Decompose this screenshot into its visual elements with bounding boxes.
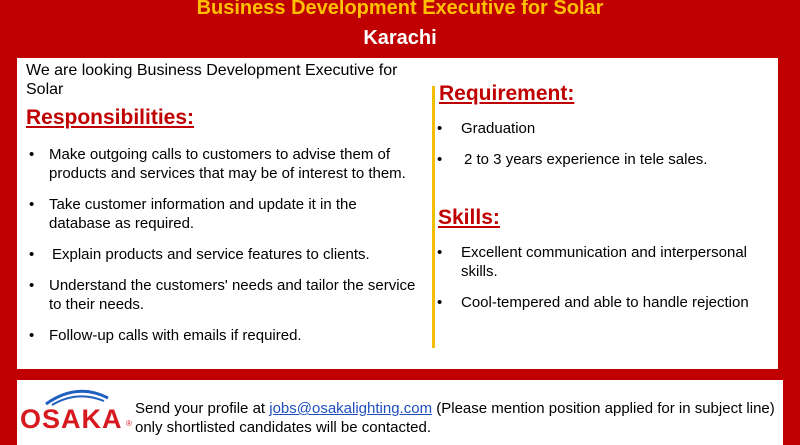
- bullet-icon: •: [437, 294, 443, 311]
- osaka-logo: [20, 386, 130, 440]
- bullet-icon: •: [437, 244, 443, 261]
- requirement-heading: Requirement:: [439, 82, 575, 105]
- list-item: • Excellent communication and interpersonal skills.: [437, 244, 747, 280]
- footer-panel: [17, 380, 783, 445]
- list-item: • Take customer information and update it in the database as required.: [29, 196, 357, 232]
- logo-text: OSAKA: [20, 404, 123, 434]
- bullet-icon: •: [437, 120, 443, 137]
- content-panel: [17, 58, 778, 369]
- location-subtitle: Karachi: [363, 27, 437, 49]
- list-item: • Understand the customers' needs and tailor the service to their needs.: [29, 277, 416, 313]
- list-item: • 2 to 3 years experience in tele sales.: [437, 151, 708, 168]
- skills-heading: Skills:: [438, 206, 500, 229]
- registered-mark: ®: [126, 419, 132, 428]
- bullet-icon: •: [29, 327, 35, 344]
- email-link[interactable]: jobs@osakalighting.com: [269, 400, 433, 417]
- bullet-icon: •: [29, 196, 35, 213]
- list-item: • Cool-tempered and able to handle rejection: [437, 294, 749, 311]
- list-item: • Follow-up calls with emails if required.: [29, 327, 302, 344]
- bullet-icon: •: [29, 146, 35, 163]
- bullet-icon: •: [29, 277, 35, 294]
- contact-text: Send your profile at jobs@osakalighting.com (Please mention position applied for in subject line) only shortlisted candidates will be contacted.: [135, 400, 775, 436]
- responsibilities-list: [26, 145, 416, 357]
- requirement-list: [431, 119, 761, 181]
- responsibilities-heading: Responsibilities:: [26, 106, 195, 129]
- list-item: • Explain products and service features to clients.: [29, 246, 370, 263]
- intro-text: We are looking Business Development Executive for Solar: [26, 62, 398, 98]
- bullet-icon: •: [437, 151, 443, 168]
- page-title: Business Development Executive for Solar: [196, 0, 604, 19]
- bullet-icon: •: [29, 246, 35, 263]
- skills-list: [431, 243, 771, 324]
- list-item: • Make outgoing calls to customers to advise them of products and services that may be of interest to them.: [29, 146, 406, 182]
- list-item: • Graduation: [437, 120, 536, 137]
